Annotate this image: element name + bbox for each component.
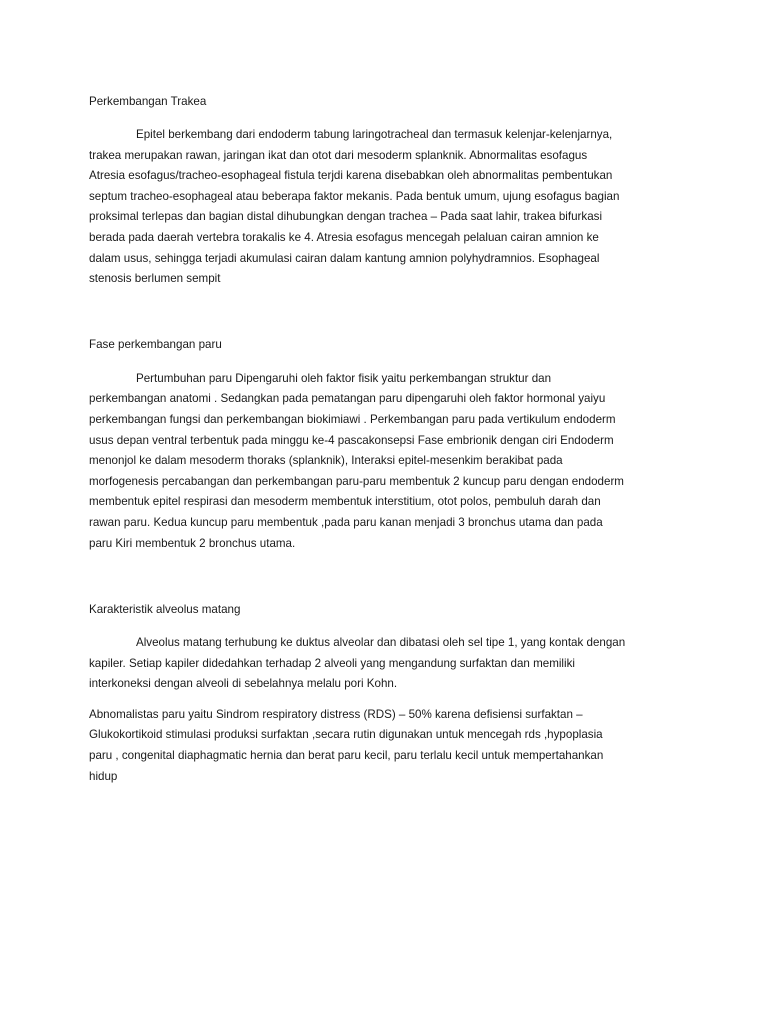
- paragraph-line: septum tracheo-esophageal atau beberapa faktor mekanis. Pada bentuk umum, ujung esofagus bagian: [89, 189, 620, 203]
- paragraph-line: perkembangan anatomi . Sedangkan pada pematangan paru dipengaruhi oleh faktor hormonal yaiyu: [89, 392, 606, 406]
- paragraph-trakea: [89, 125, 709, 290]
- paragraph-line: Alveolus matang terhubung ke duktus alveolar dan dibatasi oleh sel tipe 1, yang kontak dengan: [136, 636, 626, 650]
- paragraph-line: morfogenesis percabangan dan perkembangan paru-paru membentuk 2 kuncup paru dengan endoderm: [89, 474, 624, 488]
- paragraph-line: berada pada daerah vertebra torakalis ke 4. Atresia esofagus mencegah pelaluan cairan amnion ke: [89, 230, 599, 244]
- paragraph-line: proksimal terlepas dan bagian distal dihubungkan dengan trachea – Pada saat lahir, trakea bifurkasi: [89, 210, 603, 224]
- paragraph-line: dalam usus, sehingga terjadi akumulasi cairan dalam kantung amnion polyhydramnios. Esophageal: [89, 251, 600, 265]
- paragraph-line: paru Kiri membentuk 2 bronchus utama.: [89, 536, 296, 550]
- paragraph-line: perkembangan fungsi dan perkembangan biokimiawi . Perkembangan paru pada vertikulum endoderm: [89, 412, 616, 426]
- paragraph-line: stenosis berlumen sempit: [89, 272, 221, 286]
- paragraph-alveolus: [89, 633, 709, 695]
- paragraph-line: menonjol ke dalam mesoderm thoraks (splanknik), Interaksi epitel-mesenkim berakibat pada: [89, 454, 563, 468]
- paragraph-line: interkoneksi dengan alveoli di sebelahnya melalu pori Kohn.: [89, 677, 398, 691]
- heading-karakteristik-alveolus: Karakteristik alveolus matang: [89, 603, 241, 617]
- paragraph-fase-paru: [89, 369, 709, 554]
- paragraph-line: Glukokortikoid stimulasi produksi surfaktan ,secara rutin digunakan untuk mencegah rds ,hypoplasia: [89, 728, 603, 742]
- paragraph-line: usus depan ventral terbentuk pada minggu ke-4 pascakonsepsi Fase embrionik dengan ciri Endoderm: [89, 433, 614, 447]
- paragraph-line: Epitel berkembang dari endoderm tabung laringotracheal dan termasuk kelenjar-kelenjarnya,: [136, 128, 613, 141]
- paragraph-line: hidup: [89, 769, 118, 783]
- paragraph-line: membentuk epitel respirasi dan mesoderm membentuk interstitium, otot polos, pembuluh darah dan: [89, 495, 601, 509]
- paragraph-line: rawan paru. Kedua kuncup paru membentuk ,pada paru kanan menjadi 3 bronchus utama dan pada: [89, 515, 603, 529]
- paragraph-line: kapiler. Setiap kapiler didedahkan terhadap 2 alveoli yang mengandung surfaktan dan memiliki: [89, 656, 575, 670]
- paragraph-line: Abnomalistas paru yaitu Sindrom respiratory distress (RDS) – 50% karena defisiensi surfaktan –: [89, 707, 583, 721]
- document-page: [89, 92, 709, 787]
- paragraph-line: paru , congenital diaphagmatic hernia dan berat paru kecil, paru terlalu kecil untuk mempertahankan: [89, 749, 604, 763]
- heading-fase-perkembangan-paru: Fase perkembangan paru: [89, 337, 222, 351]
- paragraph-line: Pertumbuhan paru Dipengaruhi oleh faktor fisik yaitu perkembangan struktur dan: [136, 371, 552, 385]
- paragraph-abnormalitas-paru: [89, 705, 709, 787]
- paragraph-line: trakea merupakan rawan, jaringan ikat dan otot dari mesoderm splanknik. Abnormalitas esofagus: [89, 148, 588, 162]
- paragraph-line: Atresia esofagus/tracheo-esophageal fistula terjdi karena disebabkan oleh abnormalitas pembentukan: [89, 169, 613, 183]
- heading-perkembangan-trakea: Perkembangan Trakea: [89, 95, 207, 108]
